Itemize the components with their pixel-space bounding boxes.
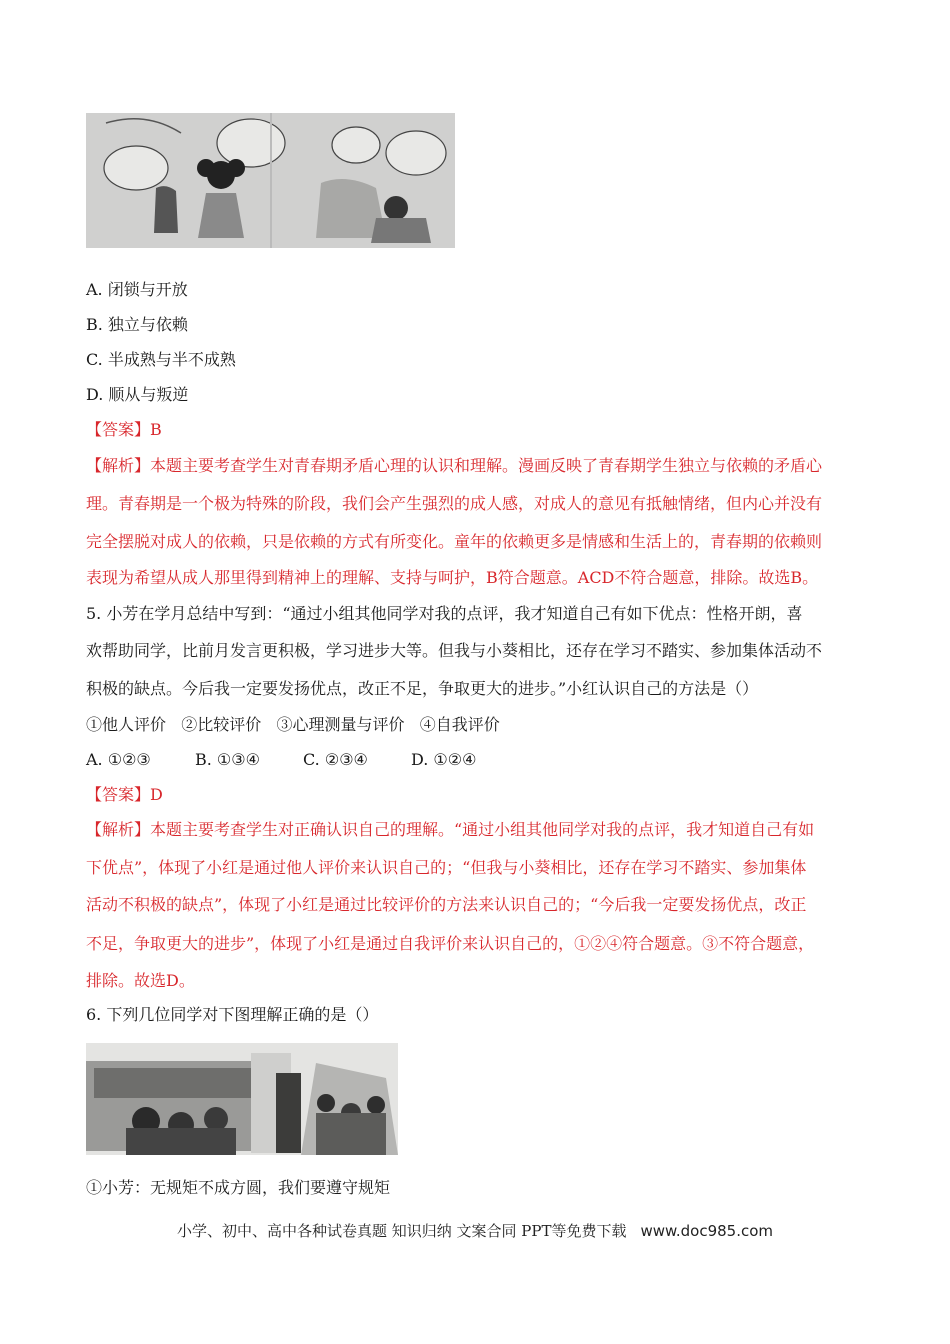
q5-items: ①他人评价 ②比较评价 ③心理测量与评价 ④自我评价 xyxy=(86,715,500,734)
cartoon-sketch xyxy=(86,113,455,248)
page-footer xyxy=(0,1220,950,1241)
q4-analysis-line-2: 理。青春期是一个极为特殊的阶段，我们会产生强烈的成人感，对成人的意见有抵触情绪，但内心并没有 xyxy=(86,494,823,513)
q4-analysis-line-3: 完全摆脱对成人的依赖，只是依赖的方式有所变化。童年的依赖更多是情感和生活上的，青春期的依赖则 xyxy=(86,532,823,551)
bus-photo-image xyxy=(86,1043,398,1155)
q5-stem-line-2: 欢帮助同学，比前月发言更积极，学习进步大等。但我与小葵相比，还存在学习不踏实、参加集体活动不 xyxy=(86,641,823,660)
q5-analysis-line-5: 排除。故选D。 xyxy=(86,971,195,990)
bus-photo-sketch xyxy=(86,1043,398,1155)
q4-answer: 【答案】B xyxy=(86,420,162,439)
q6-item-1: ①小芳：无规矩不成方圆，我们要遵守规矩 xyxy=(86,1178,391,1197)
q5-analysis-line-2: 下优点”，体现了小红是通过他人评价来认识自己的；“但我与小葵相比，还存在学习不踏实、参加集体 xyxy=(86,858,807,877)
q5-answer: 【答案】D xyxy=(86,785,163,804)
q4-analysis-line-1: 【解析】本题主要考查学生对青春期矛盾心理的认识和理解。漫画反映了青春期学生独立与依赖的矛盾心 xyxy=(86,456,823,475)
q5-choice-b: B. ①③④ xyxy=(195,750,260,769)
q4-option-a: A. 闭锁与开放 xyxy=(86,280,188,299)
q5-analysis-line-1: 【解析】本题主要考查学生对正确认识自己的理解。“通过小组其他同学对我的点评，我才知道自己有如 xyxy=(86,820,815,839)
q4-option-c: C. 半成熟与半不成熟 xyxy=(86,350,236,369)
q4-option-d: D. 顺从与叛逆 xyxy=(86,385,189,404)
q4-option-b: B. 独立与依赖 xyxy=(86,315,188,334)
cartoon-image xyxy=(86,113,455,248)
footer-text: 小学、初中、高中各种试卷真题 知识归纳 文案合同 PPT等免费下载 xyxy=(176,1222,627,1240)
q5-choice-a: A. ①②③ xyxy=(86,750,151,769)
q5-analysis-line-3: 活动不积极的缺点”，体现了小红是通过比较评价的方法来认识自己的；“今后我一定要发扬优点，改正 xyxy=(86,895,807,914)
q4-analysis-line-4: 表现为希望从成人那里得到精神上的理解、支持与呵护，B符合题意。ACD不符合题意，排除。故选B。 xyxy=(86,568,819,587)
q5-analysis-line-4: 不足，争取更大的进步”，体现了小红是通过自我评价来认识自己的，①②④符合题意。③不符合题意， xyxy=(86,934,815,953)
q5-choice-d: D. ①②④ xyxy=(411,750,477,769)
footer-site: www.doc985.com xyxy=(640,1222,774,1240)
q5-stem-line-3: 积极的缺点。今后我一定要发扬优点，改正不足，争取更大的进步。”小红认识自己的方法是（） xyxy=(86,679,759,698)
q6-stem: 6. 下列几位同学对下图理解正确的是（） xyxy=(86,1005,379,1024)
q5-choice-c: C. ②③④ xyxy=(303,750,368,769)
q5-stem-line-1: 5. 小芳在学月总结中写到：“通过小组其他同学对我的点评，我才知道自己有如下优点：性格开朗，喜 xyxy=(86,604,803,623)
